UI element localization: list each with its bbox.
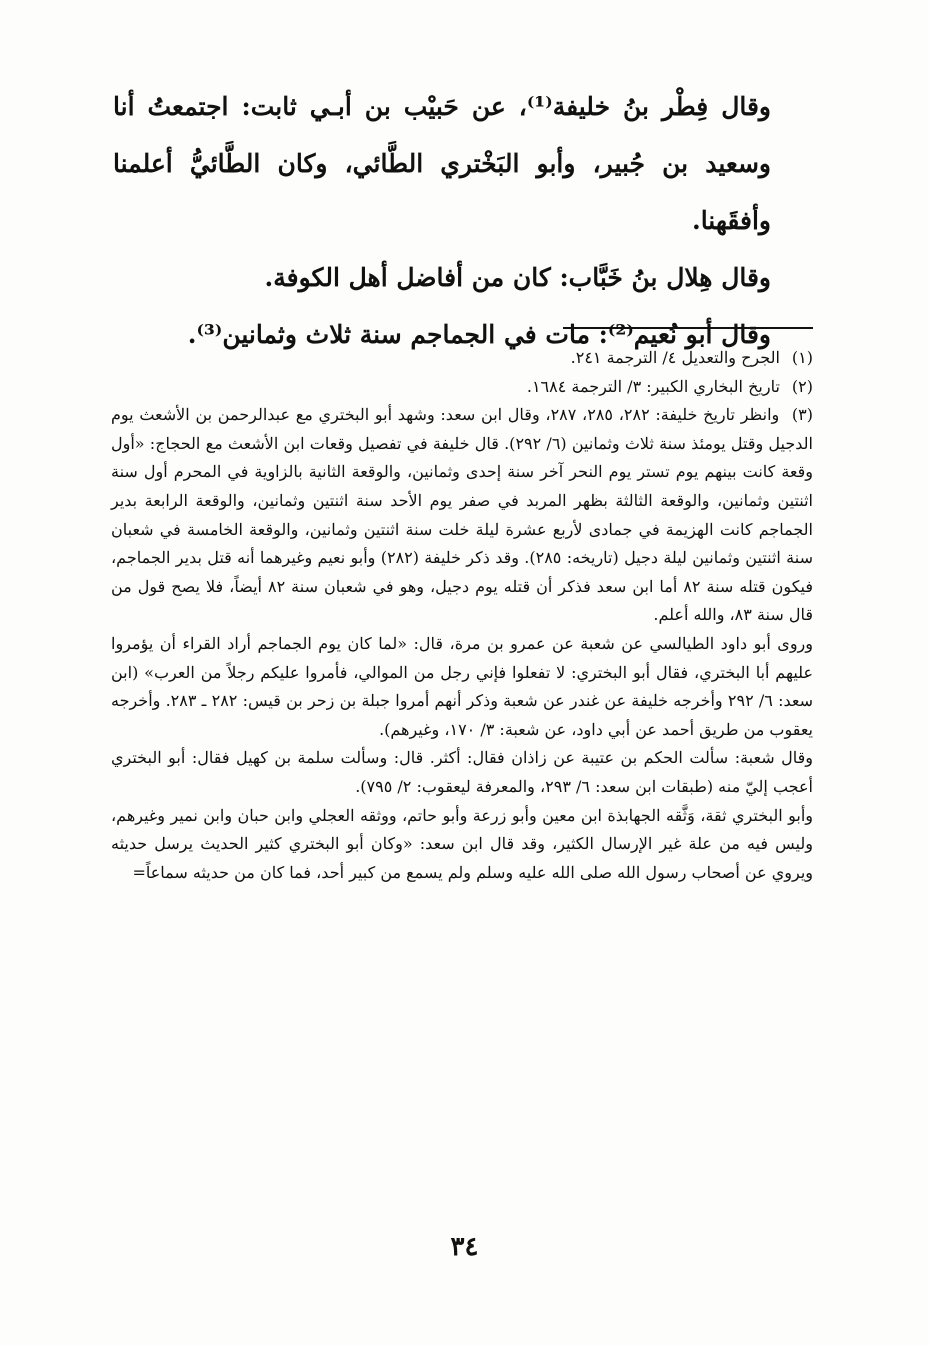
footnote-number: (٣) xyxy=(791,405,813,425)
footnote-continuation-1: وروى أبو داود الطيالسي عن شعبة عن عمرو بن مرة، قال: «لما كان يوم الجماجم أراد القراء أن يؤمروا عليهم أبا البختري، فقال أبو البختري: لا تفعلوا فإني رجل من الموالي، فأمروا عليكم رجلاً من العرب» (ابن سعد: ٦/ ٢٩٢ وأخرجه خليفة عن غندر عن شعبة وذكر أنهم أمروا جبلة بن زحر بن قيس: ٢٨٢ ـ ٢٨٣. وأخرجه يعقوب من طريق أحمد عن أبي داود، عن شعبة: ٣/ ١٧٠، وغيرهم). xyxy=(111,633,814,739)
footnote-continuation-3: وأبو البختري ثقة، وَثَّقه الجهابذة ابن معين وأبو زرعة وأبو حاتم، ووثقه العجلي وابن حبان وابن نمير وغيرهم، وليس فيه من علة غير الإرسال الكثير، وقد قال ابن سعد: «وكان أبو البختري كثير الحديث يرسل حديثه ويروي عن أصحاب رسول الله صلى الله عليه وسلم ولم يسمع من كبير أحد، فما كان من حديثه سماعاً= xyxy=(111,805,814,882)
footnote-continuation-2: وقال شعبة: سألت الحكم بن عتيبة عن زاذان فقال: أكثر. قال: وسألت سلمة بن كهيل فقال: أبو البختري أعجب إليّ منه (طبقات ابن سعد: ٦/ ٢٩٣، والمعرفة ليعقوب: ٢/ ٧٩٥). xyxy=(111,748,814,796)
main-text xyxy=(113,78,813,363)
footnote-number: (٢) xyxy=(791,376,813,396)
footnote-text: وانظر تاريخ خليفة: ٢٨٢، ٢٨٥، ٢٨٧، وقال ابن سعد: وشهد أبو البختري مع عبدالرحمن بن الأشعث يوم الدجيل وقتل يومئذ سنة ثلاث وثمانين (٦/ ٢٩٢). قال خليفة في تفصيل وقعات ابن الأشعث مع الحجاج: «أول وقعة كانت بينهم يوم تستر يوم النحر آخر سنة إحدى وثمانين، والوقعة الثانية بالزاوية في المحرم أول سنة اثنتين وثمانين، والوقعة الثالثة بظهر المربد في صفر يوم الأحد سنة اثنتين وثمانين، والوقعة الرابعة بدير الجماجم كانت الهزيمة في جمادى لأربع عشرة ليلة خلت سنة اثنتين وثمانين، والوقعة الخامسة في شعبان سنة اثنتين وثمانين ليلة دجيل (تاريخه: ٢٨٥). وقد ذكر خليفة (٢٨٢) وأبو نعيم وغيرهما أنه قتل بدير الجماجم، فيكون قتله سنة ٨٢ أما ابن سعد فذكر أن قتله يوم دجيل، وهو في شعبان سنة ٨٢ أيضاً، فلا يصح قول من قال سنة ٨٣، والله أعلم. xyxy=(111,405,814,625)
paragraph-fitr: وقال فِطْر بنُ خليفة⁽¹⁾، عن حَبيْب بن أبـي ثابت: اجتمعتُ أنا وسعيد بن جُبير، وأبو البَخْتري الطَّائي، وكان الطَّائيُّ أعلمنا وأفقَهنا. xyxy=(113,92,771,235)
footnote-2 xyxy=(111,373,813,402)
page-number: ٣٤ xyxy=(450,1232,479,1262)
footnote-text: تاريخ البخاري الكبير: ٣/ الترجمة ١٦٨٤. xyxy=(526,376,780,396)
paragraph-abu-nuaim: وقال أبو نُعيم⁽²⁾: مات في الجماجم سنة ثلاث وثمانين⁽³⁾. xyxy=(187,320,771,349)
footnote-separator xyxy=(563,327,813,329)
paragraph-hilal: وقال هِلال بنُ خَبَّاب: كان من أفاضل أهل الكوفة. xyxy=(264,263,771,292)
footnote-number: (١) xyxy=(791,348,813,367)
footnote-3 xyxy=(111,401,813,630)
footnotes xyxy=(111,344,813,887)
footnote-text: الجرح والتعديل ٤/ الترجمة ٢٤١. xyxy=(570,348,780,367)
footnote-1 xyxy=(111,344,813,373)
